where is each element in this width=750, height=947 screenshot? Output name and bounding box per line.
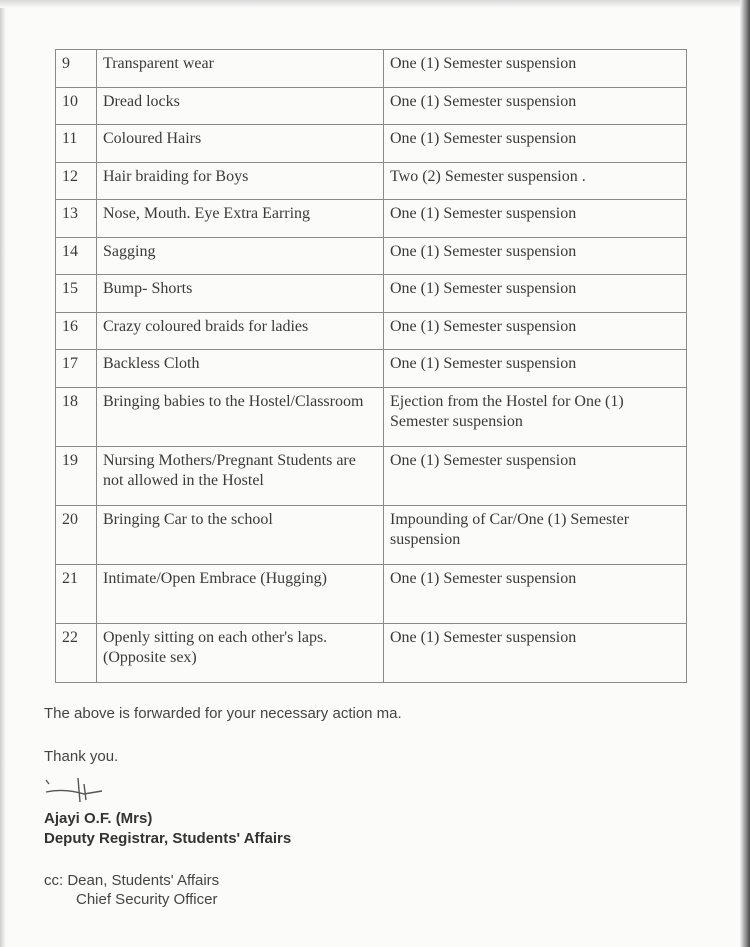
signatory-title: Deputy Registrar, Students' Affairs <box>44 830 292 847</box>
signatory-name: Ajayi O.F. (Mrs) <box>44 810 153 827</box>
row-number: 22 <box>56 623 97 682</box>
table-row <box>56 162 687 200</box>
row-number: 12 <box>56 162 97 200</box>
offence-cell: Sagging <box>97 237 384 275</box>
penalty-cell: One (1) Semester suspension <box>384 350 687 388</box>
thanks-text: Thank you. <box>44 748 119 765</box>
offence-cell: Coloured Hairs <box>97 125 384 163</box>
table-row <box>56 50 687 88</box>
penalty-cell: Two (2) Semester suspension . <box>384 162 687 200</box>
penalty-cell: Ejection from the Hostel for One (1) Semester suspension <box>384 387 687 446</box>
offence-cell: Nose, Mouth. Eye Extra Earring <box>97 200 384 238</box>
row-number: 14 <box>56 237 97 275</box>
penalty-cell: One (1) Semester suspension <box>384 50 687 88</box>
table-row <box>56 87 687 125</box>
cc-line-1: cc: Dean, Students' Affairs <box>44 872 220 889</box>
penalty-cell: One (1) Semester suspension <box>384 564 687 623</box>
row-number: 21 <box>56 564 97 623</box>
row-number: 16 <box>56 312 97 350</box>
table-row <box>56 237 687 275</box>
offence-cell: Transparent wear <box>97 50 384 88</box>
table-row <box>56 350 687 388</box>
row-number: 19 <box>56 446 97 505</box>
penalty-cell: One (1) Semester suspension <box>384 237 687 275</box>
offence-cell: Intimate/Open Embrace (Hugging) <box>97 564 384 623</box>
cc-line-2: Chief Security Officer <box>76 891 218 908</box>
penalty-cell: One (1) Semester suspension <box>384 446 687 505</box>
offence-cell: Bringing babies to the Hostel/Classroom <box>97 387 384 446</box>
penalty-cell: Impounding of Car/One (1) Semester suspension <box>384 505 687 564</box>
table-row <box>56 125 687 163</box>
closing-text: The above is forwarded for your necessary action ma. <box>44 705 402 722</box>
offence-cell: Nursing Mothers/Pregnant Students are not allowed in the Hostel <box>97 446 384 505</box>
offence-cell: Hair braiding for Boys <box>97 162 384 200</box>
row-number: 20 <box>56 505 97 564</box>
table-row <box>56 564 687 623</box>
row-number: 11 <box>56 125 97 163</box>
offence-cell: Bringing Car to the school <box>97 505 384 564</box>
penalty-cell: One (1) Semester suspension <box>384 312 687 350</box>
table-row <box>56 312 687 350</box>
signature <box>44 776 114 806</box>
offence-cell: Crazy coloured braids for ladies <box>97 312 384 350</box>
penalty-cell: One (1) Semester suspension <box>384 623 687 682</box>
row-number: 13 <box>56 200 97 238</box>
table-row <box>56 200 687 238</box>
row-number: 9 <box>56 50 97 88</box>
penalty-cell: One (1) Semester suspension <box>384 200 687 238</box>
page-edge-right <box>740 0 750 947</box>
offence-cell: Backless Cloth <box>97 350 384 388</box>
row-number: 10 <box>56 87 97 125</box>
table-row <box>56 505 687 564</box>
row-number: 15 <box>56 275 97 313</box>
page-edge-left <box>0 0 6 947</box>
table-row <box>56 275 687 313</box>
table-row <box>56 387 687 446</box>
offences-table <box>55 49 687 683</box>
penalty-cell: One (1) Semester suspension <box>384 125 687 163</box>
penalty-cell: One (1) Semester suspension <box>384 87 687 125</box>
offence-cell: Bump- Shorts <box>97 275 384 313</box>
penalty-cell: One (1) Semester suspension <box>384 275 687 313</box>
offence-cell: Dread locks <box>97 87 384 125</box>
offence-cell: Openly sitting on each other's laps. (Opposite sex) <box>97 623 384 682</box>
table-row <box>56 623 687 682</box>
row-number: 17 <box>56 350 97 388</box>
table-row <box>56 446 687 505</box>
page-edge-top <box>0 0 750 8</box>
row-number: 18 <box>56 387 97 446</box>
